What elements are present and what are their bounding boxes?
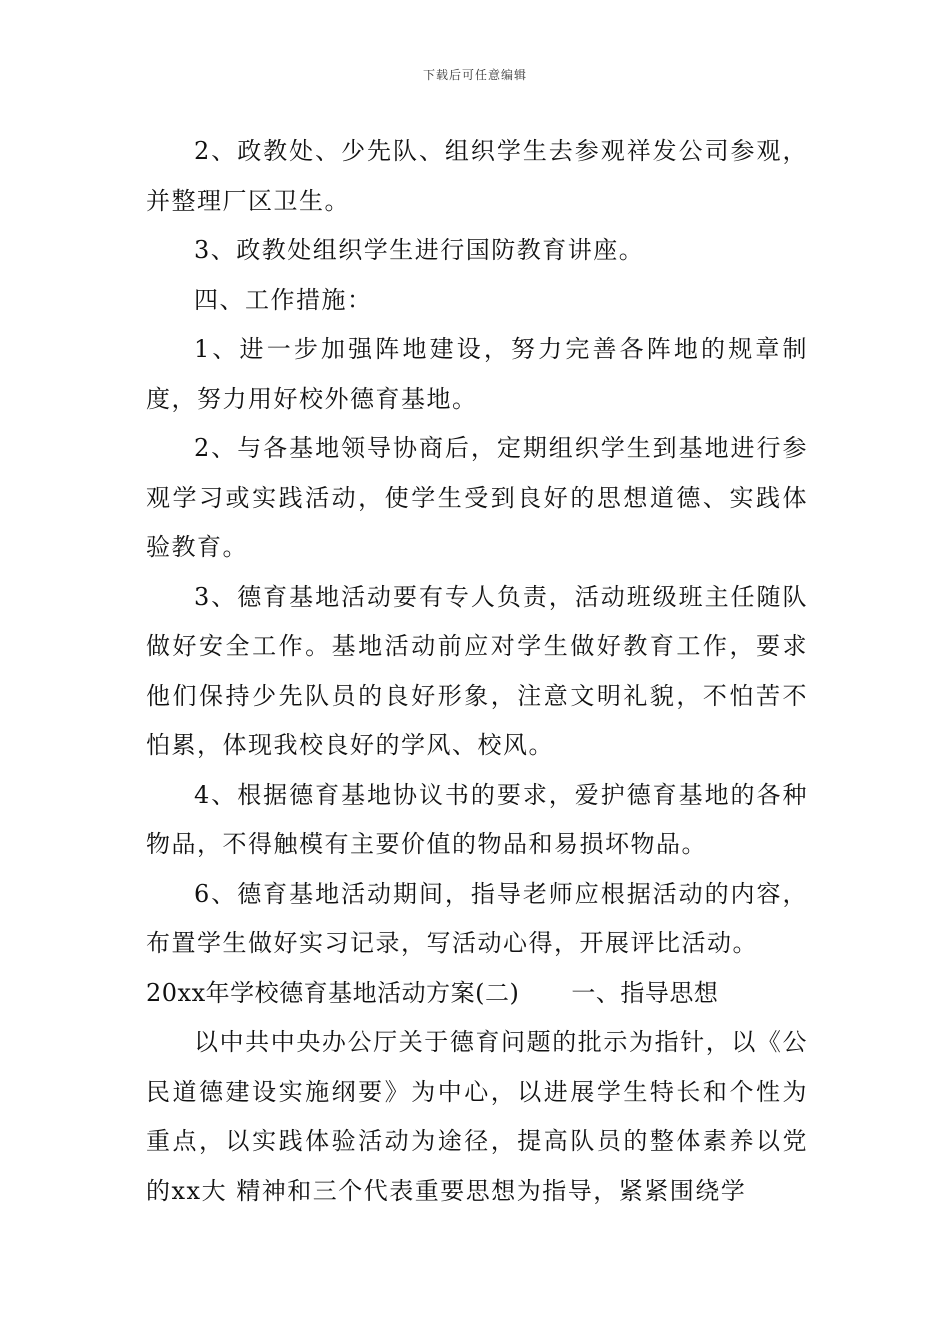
paragraph: 1、进一步加强阵地建设，努力完善各阵地的规章制度，努力用好校外德育基地。	[146, 335, 808, 413]
page-header: 下载后可任意编辑	[422, 68, 527, 82]
document-section-title: 20xx年学校德育基地活动方案(二)	[146, 978, 520, 1007]
section-heading: 四、工作措施：	[194, 285, 373, 314]
paragraph: 3、德育基地活动要有专人负责，活动班级班主任随队做好安全工作。基地活动前应对学生做好教育工作，要求他们保持少先队员的良好形象，注意文明礼貌，不怕苦不怕累，体现我校良好的学风、校风。	[146, 582, 808, 759]
section-subheading: 一、指导思想	[571, 978, 719, 1007]
document-section-title-line	[146, 969, 808, 1019]
paragraph: 2、政教处、少先队、组织学生去参观祥发公司参观，并整理厂区卫生。	[146, 137, 808, 215]
paragraph: 3、政教处组织学生进行国防教育讲座。	[194, 236, 645, 264]
paragraph: 6、德育基地活动期间，指导老师应根据活动的内容，布置学生做好实习记录，写活动心得，开展评比活动。	[146, 879, 808, 957]
paragraph: 4、根据德育基地协议书的要求，爱护德育基地的各种物品，不得触模有主要价值的物品和易损坏物品。	[146, 780, 808, 858]
document-body	[146, 127, 808, 1216]
paragraph: 以中共中央办公厅关于德育问题的批示为指针，以《公民道德建设实施纲要》为中心，以进展学生特长和个性为重点，以实践体验活动为途径，提高队员的整体素养以党的xx大 精神和三个代表重要思想为指导，紧紧围绕学	[146, 1028, 808, 1205]
paragraph: 2、与各基地领导协商后，定期组织学生到基地进行参观学习或实践活动，使学生受到良好的思想道德、实践体验教育。	[146, 434, 808, 561]
